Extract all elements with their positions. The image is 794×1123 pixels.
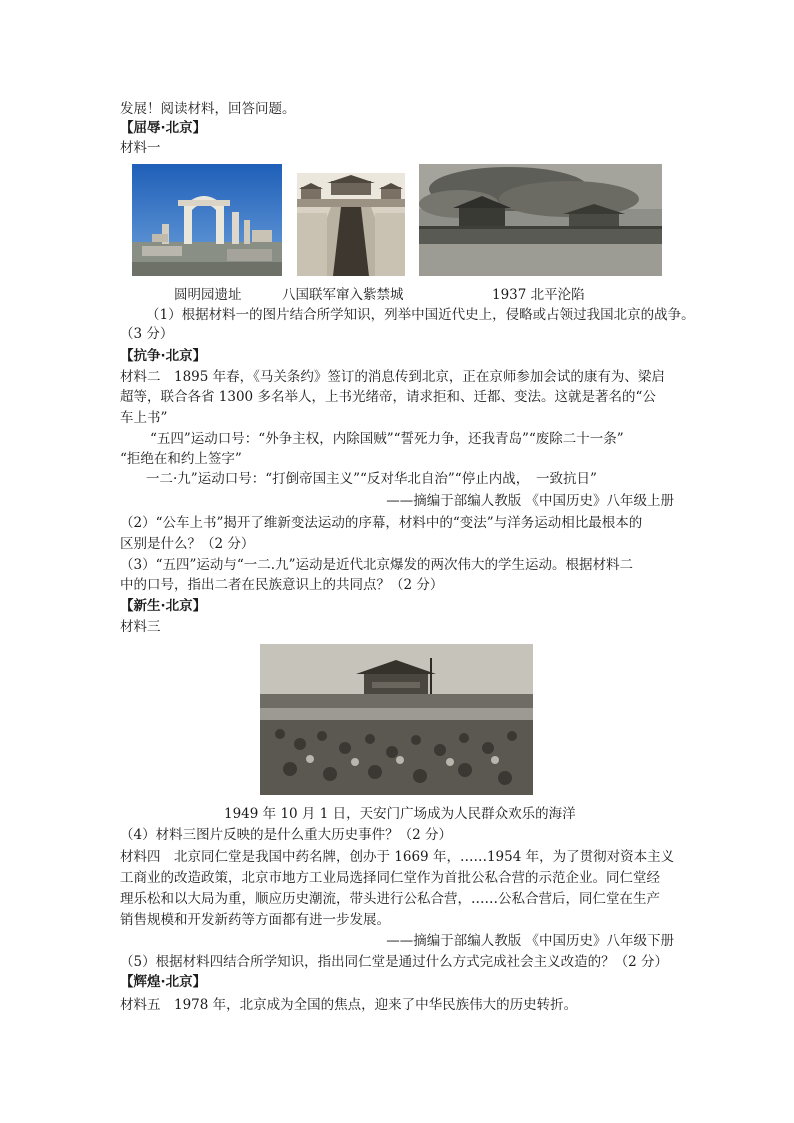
section-heading-humiliation: 【屈辱·北京】 — [120, 120, 207, 136]
material-three-label: 材料三 — [120, 619, 161, 635]
material-two-line-2: 超等，联合各省 1300 多名举人，上书光绪帝，请求拒和、迁都、变法。这就是著名的“公 — [120, 389, 656, 405]
section-heading-glory: 【辉煌·北京】 — [120, 974, 207, 990]
question-3-line-1: （3）“五四”运动与“一二.九”运动是近代北京爆发的两次伟大的学生运动。根据材料二 — [120, 557, 633, 573]
caption-forbidden-city: 八国联军窜入紫禁城 — [282, 287, 404, 303]
question-1-line-1: （1）根据材料一的图片结合所学知识，列举中国近代史上，侵略或占领过我国北京的战争。 — [146, 307, 695, 323]
material-four-line-4: 销售规模和开发新药等方面都有进一步发展。 — [120, 912, 390, 928]
forbidden-city-troops-photo — [297, 173, 405, 276]
question-2-line-2: 区别是什么？（2 分） — [120, 536, 255, 552]
tiananmen-1949-photo — [260, 644, 533, 795]
material-four-source: ——摘编于部编人教版 《中国历史》八年级下册 — [386, 933, 674, 949]
material-two-line-3: 车上书” — [120, 410, 168, 426]
section-heading-rebirth: 【新生·北京】 — [120, 598, 207, 614]
may-fourth-slogans: “五四”运动口号：“外争主权，内除国贼”“誓死力争，还我青岛”“废除二十一条” — [150, 431, 624, 447]
material-four-line-2: 工商业的改造政策，北京市地方工业局选择同仁堂作为首批公私合营的示范企业。同仁堂经 — [120, 870, 660, 886]
caption-beiping: 1937 北平沦陷 — [492, 287, 585, 303]
material-five-line: 材料五 1978 年，北京成为全国的焦点，迎来了中华民族伟大的历史转折。 — [120, 997, 578, 1013]
december-ninth-slogans: 一二·九”运动口号：“打倒帝国主义”“反对华北自治”“停止内战， 一致抗日” — [146, 471, 597, 487]
question-2-line-1: （2）“公车上书”揭开了维新变法运动的序幕，材料中的“变法”与洋务运动相比最根本的 — [120, 515, 643, 531]
caption-tiananmen: 1949 年 10 月 1 日，天安门广场成为人民群众欢乐的海洋 — [224, 806, 576, 822]
material-two-source: ——摘编于部编人教版 《中国历史》八年级上册 — [386, 493, 674, 509]
intro-line: 发展！阅读材料，回答问题。 — [120, 101, 296, 117]
caption-yuanmingyuan: 圆明园遗址 — [174, 287, 242, 303]
question-1-line-2: （3 分） — [120, 326, 174, 342]
beiping-fall-photo — [419, 164, 662, 276]
may-fourth-slogans-cont: “拒绝在和约上签字” — [120, 451, 242, 467]
question-4: （4）材料三图片反映的是什么重大历史事件？（2 分） — [120, 827, 452, 843]
material-four-line-3: 理乐松和以大局为重，顺应历史潮流，带头进行公私合营，……公私合营后，同仁堂在生产 — [120, 891, 660, 907]
material-four-line-1: 材料四 北京同仁堂是我国中药名牌，创办于 1669 年，……1954 年，为了贯彻对资本主义 — [120, 849, 675, 865]
material-one-label: 材料一 — [120, 140, 161, 156]
yuanmingyuan-ruins-photo — [132, 164, 282, 276]
question-3-line-2: 中的口号，指出二者在民族意识上的共同点？（2 分） — [120, 577, 444, 593]
material-two-line-1: 材料二 1895 年春，《马关条约》签订的消息传到北京，正在京师参加会试的康有为、梁启 — [120, 369, 665, 385]
section-heading-struggle: 【抗争·北京】 — [120, 348, 207, 364]
question-5: （5）根据材料四结合所学知识，指出同仁堂是通过什么方式完成社会主义改造的？（2 分） — [120, 954, 668, 970]
